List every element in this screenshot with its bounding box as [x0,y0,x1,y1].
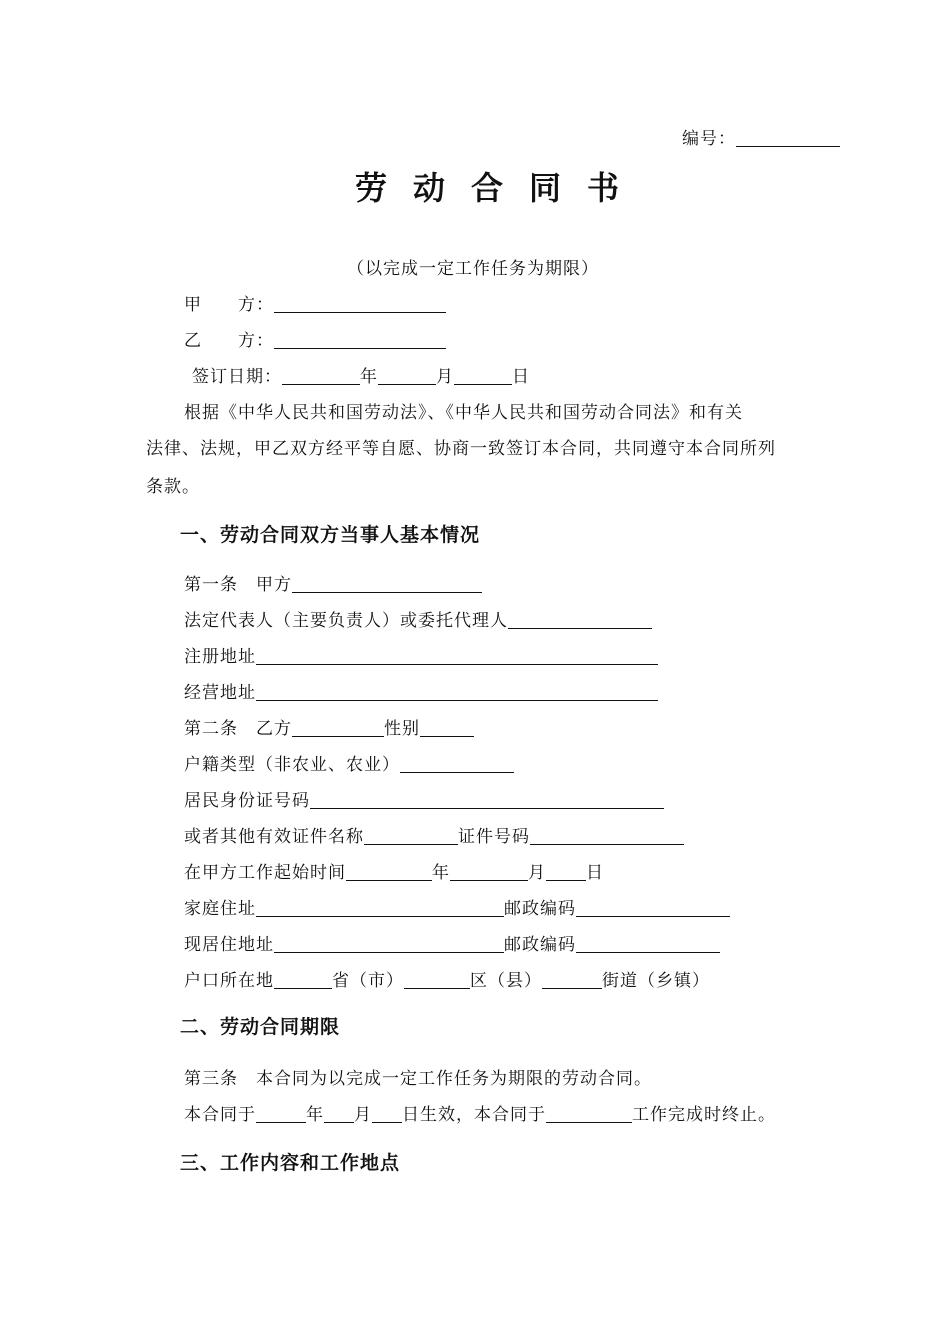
gender-blank[interactable] [420,718,474,737]
household-row [184,754,514,776]
party-b-label: 乙 方： [184,331,274,351]
page-title: 劳动合同书 [355,169,646,207]
household-blank[interactable] [400,754,514,773]
home-addr-blank[interactable] [256,898,504,917]
task-blank[interactable] [546,1104,632,1123]
biz-addr-blank[interactable] [256,682,658,701]
sign-date-label: 签订日期： [192,367,282,387]
hukou-row [184,970,710,992]
effective-row [184,1104,776,1126]
current-addr-label: 现居住地址 [184,935,274,955]
end-suffix: 工作完成时终止。 [632,1105,776,1125]
article-1-label: 第一条 甲方 [184,575,292,595]
street-label: 街道（乡镇） [602,971,710,991]
subtitle: （以完成一定工作任务为期限） [347,259,599,279]
party-b-blank[interactable] [274,330,446,349]
hukou-label: 户口所在地 [184,971,274,991]
month-label: 月 [354,1105,372,1125]
start-day-blank[interactable] [546,862,586,881]
district-label: 区（县） [470,971,542,991]
month-label: 月 [528,863,546,883]
street-blank[interactable] [542,970,602,989]
home-addr-label: 家庭住址 [184,899,256,919]
home-addr-row [184,898,730,920]
article-1-row [184,574,482,596]
party-a-name-blank[interactable] [292,574,482,593]
legal-rep-blank[interactable] [508,610,652,629]
home-postcode-blank[interactable] [576,898,730,917]
postcode-label: 邮政编码 [504,935,576,955]
province-label: 省（市） [332,971,404,991]
party-b-row [184,330,446,352]
postcode-label: 邮政编码 [504,899,576,919]
start-year-blank[interactable] [346,862,432,881]
reg-addr-blank[interactable] [256,646,658,665]
province-blank[interactable] [274,970,332,989]
start-month-blank[interactable] [450,862,528,881]
year-label: 年 [306,1105,324,1125]
legal-rep-row [184,610,652,632]
intro-line-2: 法律、法规，甲乙双方经平等自愿、协商一致签订本合同，共同遵守本合同所列 [146,439,776,459]
section-1-heading: 一、劳动合同双方当事人基本情况 [180,524,481,546]
day-label: 日 [512,367,530,387]
effective-year-blank[interactable] [256,1104,306,1123]
doc-number [682,128,840,150]
current-postcode-blank[interactable] [576,934,720,953]
biz-addr-label: 经营地址 [184,683,256,703]
legal-rep-label: 法定代表人（主要负责人）或委托代理人 [184,611,508,631]
section-3-heading: 三、工作内容和工作地点 [180,1152,401,1174]
effective-month-blank[interactable] [324,1104,354,1123]
party-a-label: 甲 方： [184,295,274,315]
section-2-heading: 二、劳动合同期限 [180,1016,341,1038]
doc-number-label: 编号： [682,129,736,149]
sign-month-blank[interactable] [378,366,436,385]
other-cert-label: 或者其他有效证件名称 [184,827,364,847]
party-b-name-blank[interactable] [292,718,384,737]
year-label: 年 [360,367,378,387]
effective-day-blank[interactable] [372,1104,402,1123]
current-addr-blank[interactable] [274,934,504,953]
cert-number-label: 证件号码 [458,827,530,847]
party-a-row [184,294,446,316]
intro-line-1: 根据《中华人民共和国劳动法》、《中华人民共和国劳动合同法》和有关 [184,403,743,423]
sign-day-blank[interactable] [454,366,512,385]
id-number-blank[interactable] [310,790,664,809]
id-number-label: 居民身份证号码 [184,791,310,811]
id-number-row [184,790,664,812]
intro-line-3: 条款。 [146,477,200,497]
reg-addr-row [184,646,658,668]
district-blank[interactable] [404,970,470,989]
household-label: 户籍类型（非农业、农业） [184,755,400,775]
month-label: 月 [436,367,454,387]
start-time-row [184,862,604,884]
party-a-blank[interactable] [274,294,446,313]
year-label: 年 [432,863,450,883]
sign-year-blank[interactable] [282,366,360,385]
sign-date-row [192,366,530,388]
other-cert-blank[interactable] [364,826,458,845]
start-time-label: 在甲方工作起始时间 [184,863,346,883]
day-label: 日 [586,863,604,883]
article-3: 第三条 本合同为以完成一定工作任务为期限的劳动合同。 [184,1069,652,1089]
reg-addr-label: 注册地址 [184,647,256,667]
other-cert-row [184,826,684,848]
article-2-row [184,718,474,740]
effective-day-text: 日生效，本合同于 [402,1105,546,1125]
biz-addr-row [184,682,658,704]
cert-number-blank[interactable] [530,826,684,845]
doc-number-blank[interactable] [736,128,840,147]
gender-label: 性别 [384,719,420,739]
current-addr-row [184,934,720,956]
effective-prefix: 本合同于 [184,1105,256,1125]
article-2-label: 第二条 乙方 [184,719,292,739]
